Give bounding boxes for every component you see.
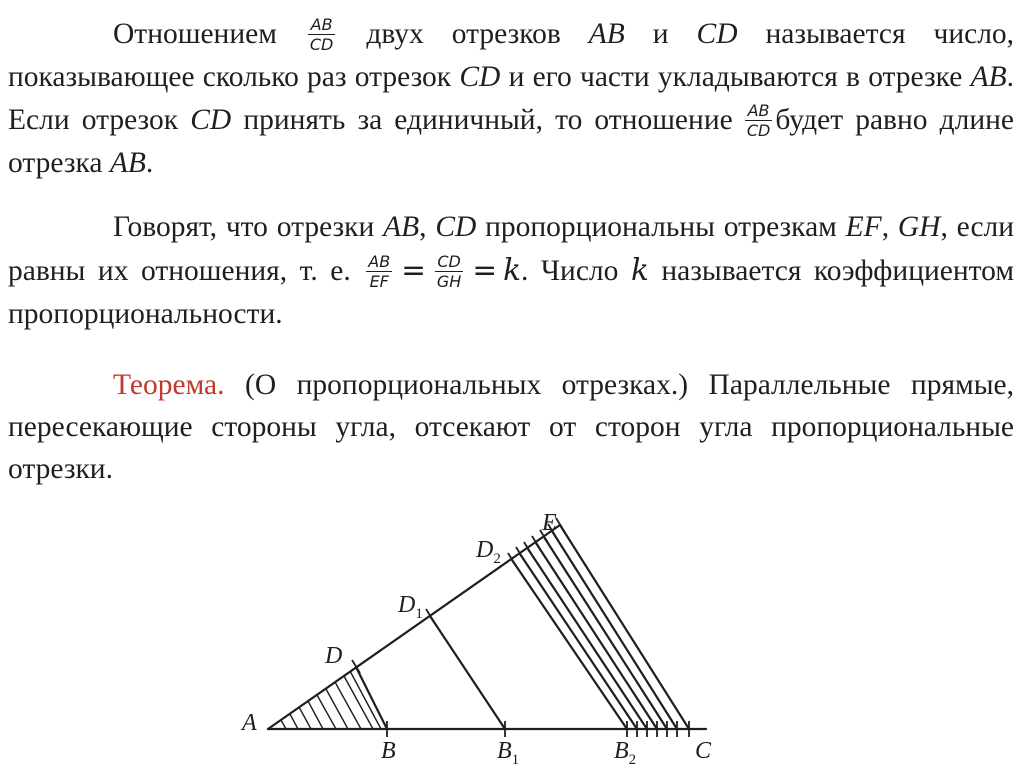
label-a: A xyxy=(242,710,257,736)
text-run: принять за единичный, то отношение xyxy=(243,104,733,136)
text-run: , если равны их отношения, т. е. xyxy=(8,211,1015,287)
segment-name: AB xyxy=(383,211,420,243)
fraction-denominator: CD xyxy=(309,34,334,54)
label-d: D xyxy=(325,643,343,669)
fraction-numerator: AB xyxy=(745,101,773,121)
fraction-numerator: AB xyxy=(308,15,336,35)
text-run: , xyxy=(881,211,890,243)
equals-sign: = xyxy=(401,253,426,287)
text-run: . Если отрезок xyxy=(8,61,1014,136)
segment-name: AB xyxy=(588,18,625,50)
segment-name: CD xyxy=(435,211,477,243)
fraction-denominator: EF xyxy=(369,271,389,291)
parallel-line xyxy=(536,543,657,729)
parallel-line-d2b2 xyxy=(512,560,627,729)
text-run: пропорциональны отрезкам xyxy=(485,211,837,243)
fraction-denominator: GH xyxy=(436,271,462,291)
segment-name: GH xyxy=(897,211,941,243)
text-run: называется число, показывающее сколько раз отрезок xyxy=(8,18,1015,93)
text-run: , xyxy=(419,211,427,243)
theorem-text: (О пропорциональных отрезках.) Параллельные прямые, пересекающие стороны угла, отсекают от сторон угла пропорциональные отрезки. xyxy=(8,369,1014,485)
parallel-line-db xyxy=(356,667,387,729)
label-d1: $D_1$ xyxy=(398,592,423,622)
label-d2: $D_2$ xyxy=(476,537,501,567)
segment-name: CD xyxy=(459,61,501,93)
text-run: . xyxy=(145,147,154,179)
label-b1: $B_1$ xyxy=(497,738,520,767)
segment-name: EF xyxy=(845,211,882,243)
parallel-line-d1b1 xyxy=(430,616,505,729)
text-run: и его части укладываются в отрезке xyxy=(508,61,963,93)
text-run: двух отрезков xyxy=(366,18,561,50)
text-run: . Число xyxy=(520,255,619,287)
ray-ae xyxy=(268,525,560,729)
parallel-line xyxy=(520,554,637,729)
fraction-numerator: CD xyxy=(435,252,463,272)
parallel-line xyxy=(528,549,647,729)
text-run: Говорят, что отрезки xyxy=(113,211,375,243)
segment-name: CD xyxy=(696,18,738,50)
segment-name: AB xyxy=(109,147,146,179)
text-run: называется коэффициентом пропорциональности. xyxy=(8,255,1015,330)
label-b: B xyxy=(381,738,396,764)
segment-name: AB xyxy=(970,61,1007,93)
text-run: и xyxy=(652,18,669,50)
segment-name: CD xyxy=(190,104,232,136)
fraction-denominator: CD xyxy=(746,120,771,140)
fraction-numerator: AB xyxy=(368,251,391,271)
label-c: C xyxy=(695,738,712,764)
coefficient-k: k xyxy=(630,253,649,287)
theorem-label: Теорема. xyxy=(113,369,225,401)
label-b2: $B_2$ xyxy=(614,738,637,767)
coefficient-k: k xyxy=(503,253,521,287)
label-e: E xyxy=(542,510,557,536)
text-run: будет равно длине отрезка xyxy=(8,104,1014,179)
hatching xyxy=(281,671,381,729)
equals-sign: = xyxy=(472,253,498,287)
text-run: Отношением xyxy=(113,18,277,50)
